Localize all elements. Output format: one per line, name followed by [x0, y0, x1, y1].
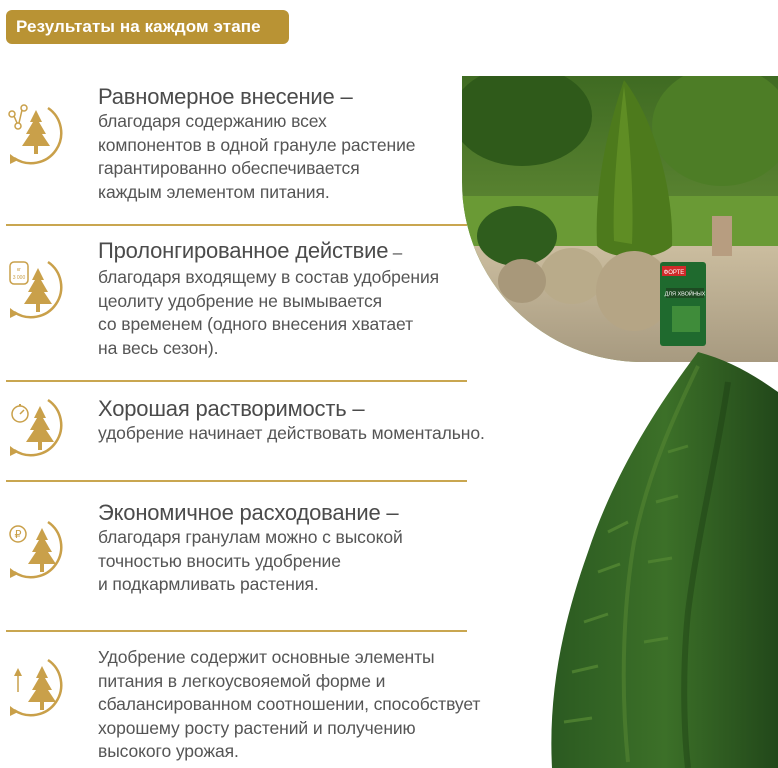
- benefit-text-line: цеолиту удобрение не вымывается: [98, 290, 383, 311]
- benefit-text-line: высокого урожая.: [98, 741, 239, 761]
- benefit-title: Равномерное внесение –: [98, 84, 353, 109]
- benefit-economical: [0, 486, 500, 626]
- product-label: ДЛЯ ХВОЙНЫХ: [664, 291, 706, 298]
- title-dash: –: [388, 243, 403, 262]
- growth-tree-icon: [4, 652, 68, 724]
- benefit-text-line: на весь сезон).: [98, 337, 219, 358]
- benefit-text-line: гарантированно обеспечивается: [98, 158, 360, 178]
- stopwatch-tree-icon: [4, 392, 68, 464]
- thuja-tree-image: [548, 352, 778, 768]
- benefit-text-line: благодаря входящему в состав удобрения: [98, 267, 440, 287]
- benefit-text-line: каждым элементом питания.: [98, 181, 330, 202]
- divider: [6, 630, 467, 632]
- benefit-text-line: хорошему росту растений и получению: [98, 717, 416, 738]
- benefit-text-line: сбалансированном соотношении, способствует: [98, 694, 481, 714]
- benefit-text-line: благодаря гранулам можно с высокой: [98, 527, 403, 547]
- bag-label-top: кг: [16, 267, 22, 273]
- bag-label-bottom: 3 000: [12, 275, 26, 281]
- benefit-text-line: удобрение начинает действовать моментально.: [98, 423, 485, 443]
- benefit-text-line: питания в легкоусвояемой форме и: [98, 670, 386, 691]
- benefit-uniform-application: [0, 78, 500, 208]
- benefit-title: Хорошая растворимость –: [98, 396, 365, 421]
- product-brand: ФОРТЕ: [663, 270, 685, 276]
- divider: [6, 480, 467, 482]
- benefit-text-line: со временем (одного внесения хватает: [98, 314, 414, 334]
- benefit-text-line: Удобрение содержит основные элементы: [98, 647, 435, 667]
- divider: [6, 380, 467, 382]
- planting-photo: [462, 76, 778, 362]
- benefit-prolonged-action: [0, 230, 500, 370]
- benefit-solubility: [0, 386, 500, 476]
- benefit-summary: [0, 636, 500, 768]
- benefit-text-line: компонентов в одной грануле растение: [98, 134, 416, 155]
- benefit-text-line: благодаря содержанию всех: [98, 111, 327, 131]
- benefit-text-line: точностью вносить удобрение: [98, 550, 341, 571]
- benefit-text-line: и подкармливать растения.: [98, 574, 319, 594]
- benefit-title: Экономичное расходование –: [98, 500, 399, 525]
- bag-tree-icon: [4, 254, 68, 326]
- molecule-tree-icon: [4, 100, 68, 172]
- divider: [6, 224, 467, 226]
- ruble-tree-icon: [4, 514, 68, 586]
- ruble-symbol: ₽: [14, 528, 22, 541]
- benefit-title: Пролонгированное действие: [98, 238, 389, 263]
- section-badge: Результаты на каждом этапе: [6, 10, 289, 44]
